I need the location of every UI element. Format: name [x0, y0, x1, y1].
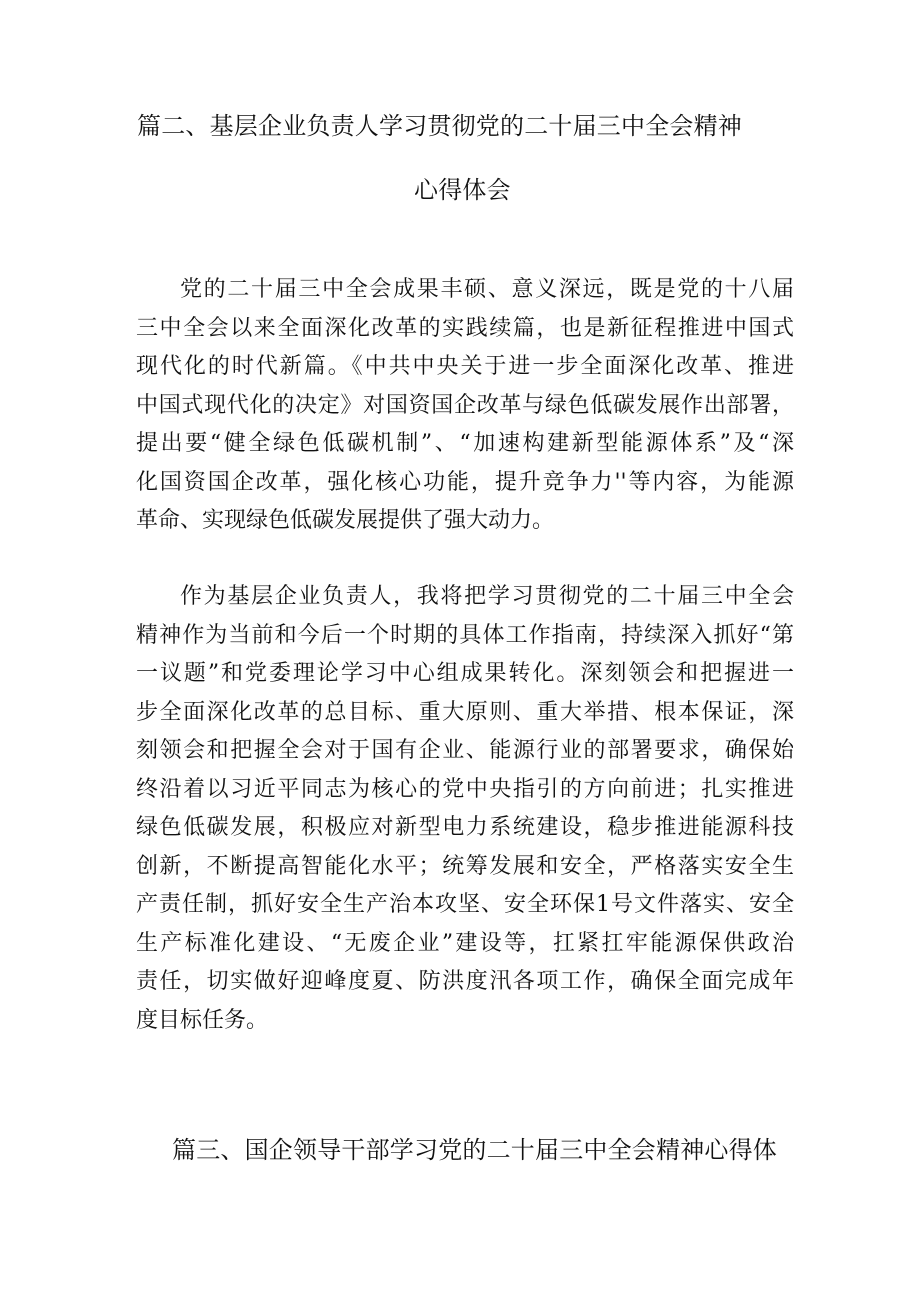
- paragraph-line: 度目标任务。: [136, 1007, 269, 1033]
- paragraph-line: 一议题”和党委理论学习中心组成果转化。深刻领会和把握进一: [136, 661, 794, 686]
- section2-paragraph-1: [136, 271, 794, 541]
- paragraph-line: 步全面深化改革的总目标、重大原则、重大举措、根本保证，深: [136, 699, 794, 725]
- paragraph-line: 革命、实现绿色低碳发展提供了强大动力。: [136, 508, 555, 533]
- paragraph-line: 终沿着以习近平同志为核心的党中央指引的方向前进；扎实推进: [136, 776, 794, 802]
- paragraph-line: 精神作为当前和今后一个时期的具体工作指南，持续深入抓好“第: [136, 622, 794, 648]
- section2-title-line2: 心得体会: [414, 176, 511, 204]
- paragraph-line: 责任，切实做好迎峰度夏、防洪度汛各项工作，确保全面完成年: [136, 969, 794, 994]
- paragraph-line: 三中全会以来全面深化改革的实践续篇，也是新征程推进中国式: [136, 315, 794, 341]
- paragraph-line: 作为基层企业负责人，我将把学习贯彻党的二十届三中全会: [180, 584, 794, 609]
- paragraph-line: 化国资国企改革，强化核心功能，提升竞争力''等内容，为能源: [136, 469, 794, 495]
- paragraph-line: 绿色低碳发展，积极应对新型电力系统建设，稳步推进能源科技: [136, 815, 794, 840]
- paragraph-line: 产责任制，抓好安全生产治本攻坚、安全环保1号文件落实、安全: [136, 892, 794, 917]
- paragraph-line: 创新，不断提高智能化水平；统筹发展和安全，严格落实安全生: [136, 853, 794, 879]
- paragraph-line: 中国式现代化的决定》对国资国企改革与绿色低碳发展作出部署，: [136, 392, 794, 418]
- paragraph-line: 提出要“健全绿色低碳机制”、“加速构建新型能源体系”及“深: [136, 431, 794, 456]
- paragraph-line: 刻领会和把握全会对于国有企业、能源行业的部署要求，确保始: [136, 738, 794, 763]
- section3-title: 篇三、国企领导干部学习党的二十届三中全会精神心得体: [172, 1136, 777, 1164]
- section2-title-line1: 篇二、基层企业负责人学习贯彻党的二十届三中全会精神: [137, 112, 742, 140]
- paragraph-line: 现代化的时代新篇。《中共中央关于进一步全面深化改革、推进: [136, 354, 794, 379]
- paragraph-line: 生产标准化建设、“无废企业”建设等，扛紧扛牢能源保供政治: [136, 930, 794, 956]
- section2-paragraph-2: [136, 578, 794, 1040]
- paragraph-line: 党的二十届三中全会成果丰硕、意义深远，既是党的十八届: [180, 277, 794, 302]
